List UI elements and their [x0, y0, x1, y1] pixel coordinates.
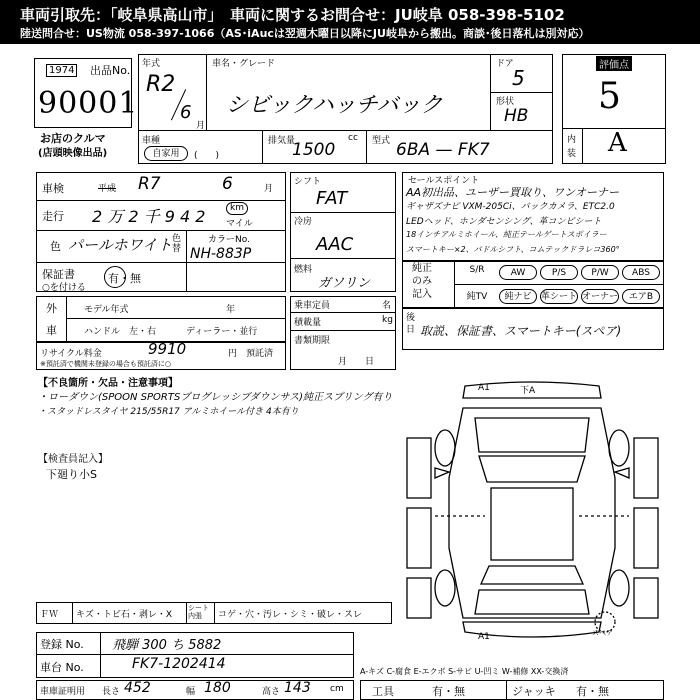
warranty-options: 有・無 — [108, 272, 141, 285]
size-h-label: 高さ — [262, 687, 281, 697]
interior-label-1: 内 — [567, 135, 577, 145]
shaken-label: 車検 — [42, 182, 64, 195]
shift-label: シフト — [294, 177, 322, 187]
disp-unit: cc — [348, 133, 358, 143]
inspector-header: 【検査員記入】 — [38, 454, 108, 465]
sales-line-1: AA初出品、ユーザー買取り、ワンオーナー — [406, 186, 620, 199]
regist-label: 登録 No. — [40, 638, 84, 651]
colorno-value: NH-883P — [190, 246, 252, 262]
size-unit: cm — [330, 684, 344, 694]
shaken-month: 6 — [222, 174, 233, 194]
equip-equip-row1-1: AW — [499, 265, 537, 280]
seat-text: コゲ・穴・汚レ・シミ・破レ・スレ — [218, 610, 363, 620]
equip-equip-row1-3: P/W — [581, 265, 619, 280]
equip-equip-row1-4: ABS — [622, 265, 660, 280]
grade-score: 5 — [598, 76, 621, 117]
damage-legend: A-キズ C-腐食 E-エクボ S-サビ U-凹ミ W-補修 XX-交換済 — [360, 667, 569, 676]
mileage-label: 走行 — [42, 210, 64, 223]
year-label: 年 — [226, 305, 236, 315]
shaken-month-unit: 月 — [264, 184, 274, 194]
sales-label: セールスポイント — [408, 176, 480, 186]
lot-label: 出品No. — [90, 64, 131, 77]
seat-label: シート 内張 — [188, 604, 209, 620]
model-year-label: モデル年式 — [84, 305, 129, 315]
header-line1: 車両引取先：「岐阜県高山市」 車両に関するお問合せ：JU岐阜 058-398-5102 — [20, 6, 565, 24]
doc-label: 書類期限 — [294, 336, 331, 346]
equip-equip-row2-4: エアB — [622, 289, 660, 304]
header-line2: 陸送問合せ：US物流 058-397-1066（AS･iAucは翌週木曜日以降にJU岐阜から搬出。商談･後日落札は別対応） — [20, 27, 590, 40]
fuel-label: 燃料 — [294, 265, 313, 275]
after-value: 取説、保証書、スマートキー(スペア) — [420, 324, 622, 338]
car-damage-diagram — [405, 378, 660, 650]
size-w-value: 180 — [204, 680, 231, 696]
size-label: 車庫証明用 — [40, 687, 86, 697]
type-label: 車種 — [142, 136, 161, 146]
size-l-value: 452 — [124, 680, 151, 696]
floor-text: キズ・トビ石・剥レ・X — [76, 610, 172, 620]
capacity-label: 乗車定員 — [294, 301, 331, 311]
sales-line-5: スマートキー×2、パドルシフト、コムテックドラレコ360° — [406, 245, 620, 254]
color-label: 色 — [50, 240, 61, 253]
ac-value: AAC — [316, 234, 354, 255]
load-unit: kg — [382, 315, 393, 325]
chassis-value: FK7-1202414 — [132, 656, 226, 672]
recycle-label: リサイクル料金 — [40, 349, 102, 359]
nensiki-label: 年式 — [142, 59, 161, 69]
type-value: 自家用 — [144, 146, 188, 161]
jack-value: 有・無 — [576, 685, 609, 698]
door-label: ドア — [496, 59, 514, 69]
model-label: 型式 — [372, 136, 391, 146]
grade-label: 評価点 — [596, 56, 632, 71]
colorno-label: カラーNo. — [208, 235, 250, 245]
equip-equip-row2-0: 純TV — [466, 292, 488, 302]
shaken-prefix: 平成 — [98, 184, 117, 194]
recycle-unit: 円 — [228, 349, 238, 359]
chassis-label: 車台 No. — [40, 661, 84, 674]
notes-line1: ・ローダウン(SPOON SPORTSプログレッシブダウンサス)純正スプリング有り — [38, 392, 393, 403]
diagram-a1-bottom: A1 — [478, 632, 490, 642]
disp-value: 1500 — [292, 140, 336, 160]
regist-value: 飛騨 300 ち 5882 — [112, 638, 222, 653]
floor-label: ＦＷ — [40, 610, 59, 620]
name-label: 車名・グレード — [212, 59, 276, 69]
ext-label-1: 外 — [46, 302, 57, 315]
door-value: 5 — [512, 66, 525, 90]
equip-equip-row1-0: S/R — [469, 265, 485, 275]
tools-value: 有・無 — [432, 685, 465, 698]
size-w-label: 幅 — [186, 687, 196, 697]
interior-grade: A — [608, 128, 627, 158]
month-unit: 月 — [196, 121, 206, 131]
lot-year-tag: 1974 — [46, 64, 77, 77]
equip-label: 純正のみ記入 — [412, 263, 432, 300]
mileage-value: 2 万 2 千 9 4 2 — [92, 207, 206, 226]
shop-note1: お店のクルマ — [40, 132, 106, 145]
equip-equip-row2-2: 革シート — [540, 289, 578, 304]
recycle-value: 9910 — [148, 340, 187, 358]
equip-equip-row1-2: P/S — [540, 265, 578, 280]
warranty-label: 保証書 — [42, 268, 75, 281]
warranty-note: ○を付ける — [42, 283, 86, 293]
color-change-label: 色替 — [172, 234, 182, 254]
fuel-value: ガソリン — [318, 276, 371, 291]
shaken-value: R7 — [138, 174, 161, 194]
shop-note2: (店頭映像出品) — [38, 148, 108, 159]
dealer-label: ディーラー・並行 — [186, 327, 258, 337]
color-value: パールホワイト — [68, 236, 173, 254]
month-value: 6 — [180, 102, 192, 123]
sales-line-3: LEDヘッド、ホンダセンシング、革コンビシート — [406, 217, 602, 227]
equip-equip-row2-3: オーナー — [581, 289, 619, 304]
lot-number: 90001 — [38, 86, 139, 121]
shape-value: HB — [504, 106, 529, 126]
size-h-value: 143 — [284, 680, 311, 696]
capacity-unit: 名 — [382, 301, 392, 311]
shape-label: 形状 — [496, 97, 515, 107]
size-l-label: 長さ — [102, 687, 121, 697]
equip-equip-row2-1: 純ナビ — [499, 289, 537, 304]
mile-unit: マイル — [226, 219, 253, 229]
warranty-circle — [104, 266, 126, 288]
tools-label: 工具 — [372, 685, 394, 698]
jack-label: ジャッキ — [512, 685, 556, 698]
era-value: R2 — [146, 72, 176, 97]
diagram-a1-top: A1 — [478, 383, 490, 393]
model-value: 6BA — FK7 — [396, 140, 490, 160]
car-name: シビックハッチバック — [226, 93, 443, 118]
after-label: 後日 — [406, 313, 416, 335]
handle-label: ハンドル 左・右 — [84, 327, 157, 337]
recycle-note: 預託済 — [246, 349, 274, 359]
notes-line2: ・スタッドレスタイヤ 215/55R17 アルミホイール付き 4本有り — [38, 407, 299, 417]
disp-label: 排気量 — [268, 136, 296, 146]
load-label: 積載量 — [294, 318, 322, 328]
doc-unit: 月日 — [338, 357, 393, 367]
inspector-line1: 下廻り小S — [46, 468, 97, 481]
km-unit: km — [226, 202, 248, 215]
notes-header: 【不良箇所・欠品・注意事項】 — [38, 378, 178, 389]
interior-label-2: 装 — [567, 149, 577, 159]
recycle-small: ※預託済で機関未登録の場合も預託済に○ — [40, 360, 171, 368]
type-paren: ( ) — [194, 151, 220, 161]
ac-label: 冷房 — [294, 217, 313, 227]
diagram-spare: スペア — [592, 629, 613, 637]
shift-value: FAT — [316, 188, 348, 209]
sales-line-4: 18インチアルミホイール、純正テールゲートスポイラー — [406, 230, 607, 239]
sales-line-2: ギャザズナビ VXM-205Ci、バックカメラ、ETC2.0 — [406, 202, 615, 212]
ext-label-2: 車 — [46, 324, 57, 337]
diagram-ka-top: 下A — [520, 386, 536, 396]
